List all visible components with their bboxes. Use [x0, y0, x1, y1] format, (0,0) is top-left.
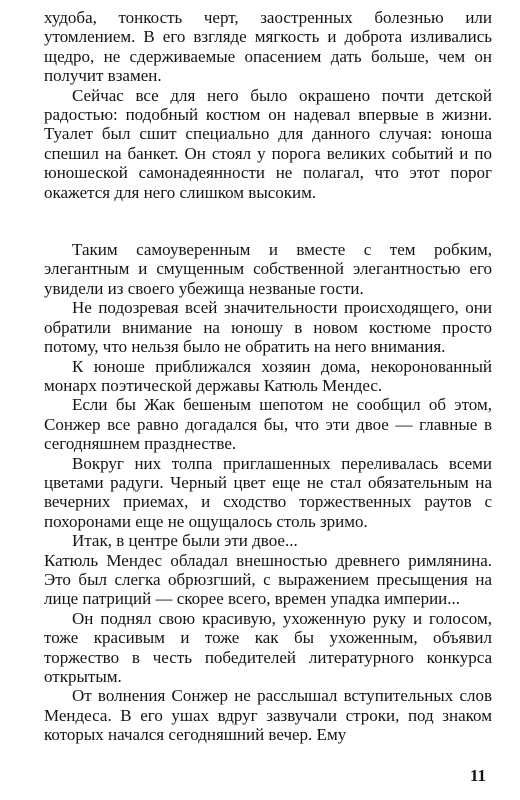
page-number: 11: [469, 766, 486, 785]
paragraph: Он поднял свою красивую, ухоженную руку и голосом, тоже красивым и тоже как бы ухоженным, объявил торжество в честь победителей литературного конкурса открытым.: [44, 608, 492, 686]
paragraph: Итак, в центре были эти двое...: [72, 531, 298, 551]
paragraph: Сейчас все для него было окрашено почти детской радостью: подобный костюм он надевал впервые в жизни. Туалет был сшит специально для данного случая: юноша спешил на банкет. Он стоял у порога великих событий и по юношеской самонадеянности не полагал, что этот порог окажется для него слишком высоким.: [44, 85, 492, 202]
paragraph: Не подозревая всей значительности происходящего, они обратили внимание на юношу в новом костюме просто потому, что нельзя было не обратить на него внимания.: [44, 298, 492, 357]
section-break: [44, 202, 492, 240]
paragraph: Если бы Жак бешеным шепотом не сообщил об этом, Сонжер все равно догадался бы, что эти двое — главные в сегодняшнем празднестве.: [44, 395, 492, 454]
paragraph: худоба, тонкость черт, заостренных болезнью или утомлением. В его взгляде мягкость и доброта изливались щедро, не сдерживаемые опасением дать больше, чем он получит взамен.: [44, 8, 492, 86]
paragraph: Вокруг них толпа приглашенных переливалась всеми цветами радуги. Черный цвет еще не стал обязательным на вечерних приемах, и сходство торжественных раутов с похоронами еще не ощущалось столь зримо.: [44, 453, 492, 531]
paragraph: Таким самоуверенным и вместе с тем робким, элегантным и смущенным собственной элегантностью его увидели из своего убежища незваные гости.: [44, 240, 492, 298]
paragraph: От волнения Сонжер не расслышал вступительных слов Мендеса. В его ушах вдруг зазвучали строки, под знаком которых начался сегодняшний вечер. Ему: [44, 686, 492, 745]
paragraph: Катюль Мендес обладал внешностью древнего римлянина. Это был слегка обрюзгший, с выражением пресыщения на лице патриций — скорее всего, времен упадка империи...: [44, 550, 492, 609]
paragraph: К юноше приближался хозяин дома, некоронованный монарх поэтической державы Катюль Мендес.: [44, 356, 492, 395]
